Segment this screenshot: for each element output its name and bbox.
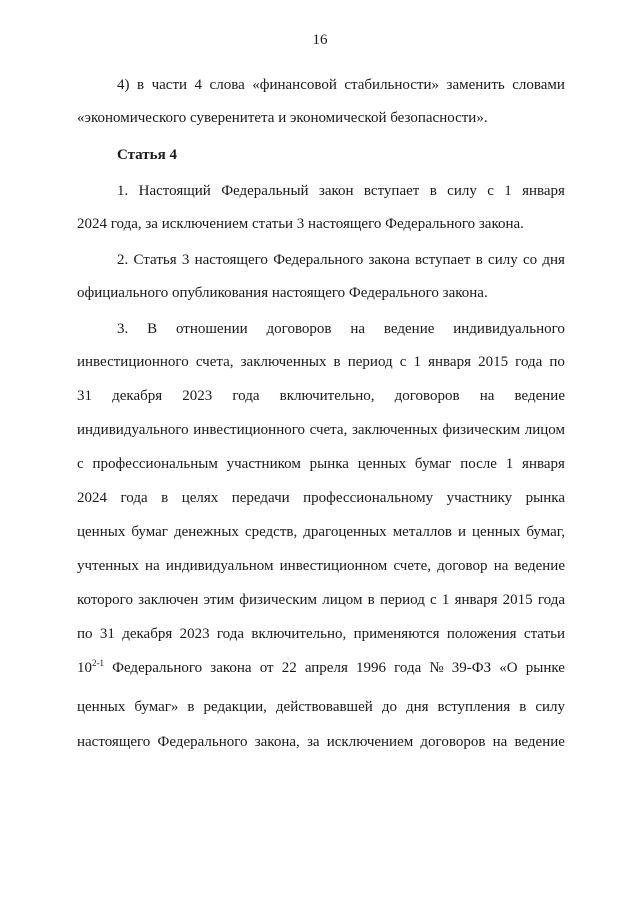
word: года bbox=[232, 388, 260, 404]
para-line bbox=[77, 489, 565, 507]
word: включительно, bbox=[251, 626, 347, 642]
word: договоров bbox=[394, 388, 460, 404]
word: закона bbox=[210, 660, 252, 676]
para-line bbox=[117, 320, 565, 338]
word: на bbox=[479, 388, 495, 404]
word: января bbox=[454, 592, 498, 608]
word: в bbox=[475, 252, 483, 268]
page-number: 16 bbox=[312, 32, 328, 48]
word: ведение bbox=[514, 388, 565, 404]
word: 1 bbox=[441, 592, 450, 608]
word: 1996 bbox=[355, 660, 386, 676]
word: этим bbox=[203, 592, 235, 608]
word: включительно, bbox=[279, 388, 375, 404]
article-superscript: 2-1 bbox=[92, 658, 104, 668]
word: 2023 bbox=[182, 388, 213, 404]
word: от bbox=[259, 660, 274, 676]
word: целях bbox=[181, 490, 219, 506]
word: учтенных bbox=[77, 558, 139, 574]
word: года bbox=[120, 490, 148, 506]
word: рынка bbox=[309, 456, 349, 472]
word: года bbox=[515, 354, 543, 370]
word: и bbox=[457, 524, 466, 540]
word: в bbox=[519, 699, 527, 715]
word: денежных bbox=[173, 524, 239, 540]
word: металлов bbox=[392, 524, 452, 540]
word: части bbox=[151, 77, 188, 93]
word: января bbox=[522, 456, 565, 472]
para-line bbox=[77, 591, 565, 609]
word: в bbox=[333, 354, 341, 370]
para-line bbox=[77, 698, 565, 716]
word: инвестиционного bbox=[77, 354, 189, 370]
word: 3. bbox=[117, 321, 129, 337]
word: 2015 bbox=[502, 592, 533, 608]
para-line bbox=[77, 421, 565, 439]
word: Федерального bbox=[157, 734, 248, 750]
word: с bbox=[487, 183, 494, 199]
word: в bbox=[187, 699, 195, 715]
word: бумаг bbox=[414, 456, 452, 472]
word: 1 bbox=[413, 354, 422, 370]
word: дня bbox=[405, 699, 429, 715]
word: на bbox=[492, 734, 508, 750]
word: ценных bbox=[77, 524, 126, 540]
word: 2023 bbox=[179, 626, 210, 642]
word: Настоящий bbox=[138, 183, 211, 199]
word: апреля bbox=[304, 660, 348, 676]
word: индивидуального bbox=[77, 422, 189, 438]
word: исключением bbox=[326, 734, 414, 750]
para-line bbox=[117, 76, 565, 94]
word: Федерального bbox=[112, 660, 203, 676]
word: с bbox=[77, 456, 84, 472]
word: декабря bbox=[112, 388, 163, 404]
word: 2015 bbox=[478, 354, 509, 370]
word: с bbox=[399, 354, 407, 370]
word: индивидуального bbox=[453, 321, 565, 337]
word: отношении bbox=[175, 321, 248, 337]
word: «О bbox=[499, 660, 518, 676]
word: «финансовой bbox=[252, 77, 337, 93]
word: счета, bbox=[309, 422, 348, 438]
para-line: «экономического суверенитета и экономической безопасности». bbox=[77, 110, 488, 126]
word: 1 bbox=[504, 183, 512, 199]
word: закон bbox=[318, 183, 354, 199]
word: Федерального bbox=[273, 252, 364, 268]
word: редакции, bbox=[203, 699, 267, 715]
word: закона bbox=[368, 252, 410, 268]
word: ценных bbox=[357, 456, 407, 472]
word-with-superscript bbox=[77, 659, 104, 677]
word: период bbox=[347, 354, 393, 370]
word: лицом bbox=[322, 592, 363, 608]
word: инвестиционном bbox=[279, 558, 388, 574]
word: заменить bbox=[446, 77, 505, 93]
word: за bbox=[306, 734, 320, 750]
word: в bbox=[429, 183, 437, 199]
word: индивидуальном bbox=[165, 558, 274, 574]
word: в bbox=[137, 77, 145, 93]
word: № bbox=[429, 660, 444, 676]
word: участнику bbox=[446, 490, 513, 506]
word: 2. bbox=[117, 252, 129, 268]
word: драгоценных bbox=[303, 524, 387, 540]
word: период bbox=[379, 592, 425, 608]
word: рынка bbox=[525, 490, 565, 506]
word: словами bbox=[512, 77, 565, 93]
para-line bbox=[77, 523, 565, 541]
word: стабильности» bbox=[344, 77, 440, 93]
word: профессиональному bbox=[303, 490, 434, 506]
word: Федеральный bbox=[221, 183, 309, 199]
word: 31 bbox=[77, 388, 92, 404]
word: которого bbox=[77, 592, 133, 608]
word: физическим bbox=[239, 592, 318, 608]
word: вступает bbox=[415, 252, 471, 268]
word: года bbox=[394, 660, 422, 676]
word: вступает bbox=[363, 183, 420, 199]
word: бумаг bbox=[131, 524, 168, 540]
word: 4 bbox=[194, 77, 203, 93]
para-line bbox=[77, 353, 565, 371]
word: на bbox=[145, 558, 160, 574]
word: ведение bbox=[514, 734, 565, 750]
word: положения bbox=[446, 626, 517, 642]
word: 39-ФЗ bbox=[451, 660, 492, 676]
word: В bbox=[147, 321, 158, 337]
para-line bbox=[77, 387, 565, 405]
word: счета, bbox=[195, 354, 234, 370]
word: статьи bbox=[523, 626, 565, 642]
para-line bbox=[77, 625, 565, 643]
word: физическим bbox=[442, 422, 521, 438]
word: ценных bbox=[77, 699, 126, 715]
word: счете, bbox=[393, 558, 431, 574]
word: заключенных bbox=[240, 354, 327, 370]
word: участником bbox=[226, 456, 301, 472]
word: настоящего bbox=[77, 734, 151, 750]
word: до bbox=[381, 699, 397, 715]
word: января bbox=[428, 354, 471, 370]
word: 22 bbox=[281, 660, 297, 676]
para-line bbox=[77, 733, 565, 751]
word: со bbox=[522, 252, 538, 268]
word: договоров bbox=[266, 321, 332, 337]
para-line: официального опубликования настоящего Федерального закона. bbox=[77, 285, 488, 301]
word: договор bbox=[437, 558, 488, 574]
word: бумаг» bbox=[134, 699, 179, 715]
word: 1. bbox=[117, 183, 129, 199]
para-line bbox=[117, 182, 565, 200]
word: рынке bbox=[525, 660, 565, 676]
word: слова bbox=[209, 77, 245, 93]
word: заключен bbox=[138, 592, 199, 608]
para-line bbox=[77, 557, 565, 575]
word: по bbox=[77, 626, 93, 642]
para-line: 2024 года, за исключением статьи 3 настоящего Федерального закона. bbox=[77, 216, 524, 232]
word: закона, bbox=[254, 734, 300, 750]
word: Статья bbox=[133, 252, 177, 268]
word: ценных bbox=[472, 524, 521, 540]
word: года bbox=[537, 592, 565, 608]
article-number: 10 bbox=[77, 660, 92, 676]
para-line bbox=[77, 455, 565, 473]
word: силу bbox=[488, 252, 518, 268]
word: после bbox=[460, 456, 497, 472]
word: бумаг, bbox=[526, 524, 565, 540]
article-heading: Статья 4 bbox=[117, 147, 177, 163]
word: в bbox=[161, 490, 169, 506]
word: 3 bbox=[181, 252, 190, 268]
word: на bbox=[493, 558, 509, 574]
word: января bbox=[522, 183, 565, 199]
word: года bbox=[216, 626, 245, 642]
word: 1 bbox=[505, 456, 514, 472]
word: 31 bbox=[99, 626, 115, 642]
word: 4) bbox=[117, 77, 130, 93]
word: лицом bbox=[524, 422, 565, 438]
word: средств, bbox=[244, 524, 298, 540]
word: декабря bbox=[122, 626, 173, 642]
word: 2024 bbox=[77, 490, 107, 506]
word: заключенных bbox=[351, 422, 438, 438]
word: силу bbox=[447, 183, 477, 199]
word: вступления bbox=[437, 699, 511, 715]
word: настоящего bbox=[194, 252, 268, 268]
word: действовавшей bbox=[275, 699, 373, 715]
word: дня bbox=[542, 252, 565, 268]
word: инвестиционного bbox=[193, 422, 306, 438]
word: в bbox=[367, 592, 375, 608]
word: передачи bbox=[231, 490, 290, 506]
word: ведение bbox=[383, 321, 435, 337]
word: ведение bbox=[514, 558, 565, 574]
para-line bbox=[77, 659, 565, 677]
word: на bbox=[350, 321, 366, 337]
word: применяются bbox=[353, 626, 440, 642]
para-line bbox=[117, 251, 565, 269]
word: договоров bbox=[420, 734, 486, 750]
word: силу bbox=[535, 699, 565, 715]
word: профессиональным bbox=[92, 456, 218, 472]
word: по bbox=[549, 354, 565, 370]
word: с bbox=[430, 592, 437, 608]
